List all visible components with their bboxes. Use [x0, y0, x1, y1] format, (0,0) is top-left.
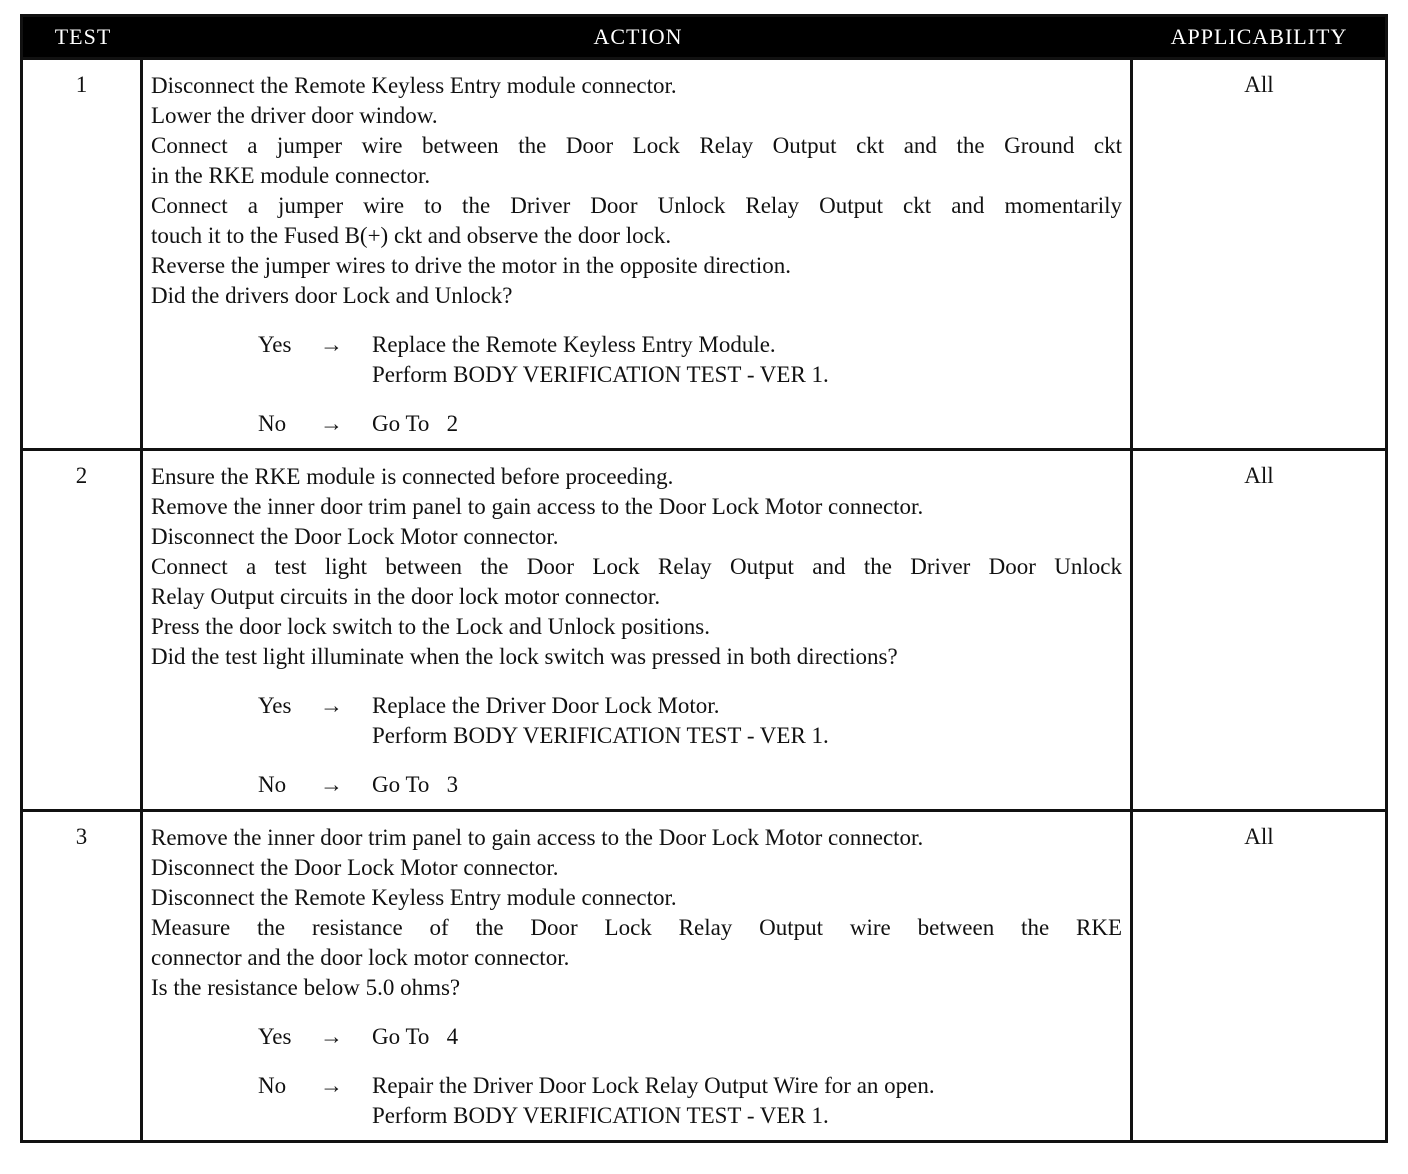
table-row	[23, 809, 1385, 1140]
test-number: 3	[23, 812, 143, 1140]
result-line: Replace the Driver Door Lock Motor.	[372, 693, 720, 718]
table-row	[23, 57, 1385, 448]
arrow-right-icon: →	[320, 411, 343, 436]
action-line: in the RKE module connector.	[151, 163, 431, 188]
outcome-label: No	[258, 1073, 287, 1098]
action-line: Disconnect the Remote Keyless Entry module connector.	[151, 73, 677, 98]
table-header	[23, 17, 1385, 57]
action-cell	[143, 451, 1133, 809]
action-line: Connect a jumper wire between the Door Lock Relay Output ckt and the Ground ckt	[151, 133, 1122, 158]
test-number: 1	[23, 60, 143, 448]
action-line: Remove the inner door trim panel to gain access to the Door Lock Motor connector.	[151, 494, 924, 519]
diagnostic-table	[20, 14, 1388, 1143]
action-line: Relay Output circuits in the door lock motor connector.	[151, 584, 661, 609]
header-applicability: APPLICABILITY	[1170, 24, 1348, 49]
outcome-no	[258, 409, 1122, 439]
action-line: Disconnect the Remote Keyless Entry module connector.	[151, 885, 677, 910]
result-line: Perform BODY VERIFICATION TEST - VER 1.	[372, 362, 829, 387]
table-body	[23, 57, 1385, 1140]
header-action: ACTION	[593, 24, 683, 49]
arrow-right-icon: →	[320, 1073, 343, 1098]
outcome-label: Yes	[258, 1024, 292, 1049]
action-line: Is the resistance below 5.0 ohms?	[151, 975, 461, 1000]
outcome-label: No	[258, 772, 287, 797]
action-line: touch it to the Fused B(+) ckt and observe the door lock.	[151, 223, 672, 248]
applicability-value: All	[1244, 824, 1274, 849]
outcome-result	[372, 1022, 1122, 1052]
action-line: Reverse the jumper wires to drive the motor in the opposite direction.	[151, 253, 792, 278]
action-line: Lower the driver door window.	[151, 103, 438, 128]
action-line: Disconnect the Door Lock Motor connector.	[151, 855, 559, 880]
action-cell	[143, 812, 1133, 1140]
outcome-label: Yes	[258, 693, 292, 718]
result-line: Repair the Driver Door Lock Relay Output Wire for an open.	[372, 1073, 935, 1098]
arrow-right-icon: →	[320, 693, 343, 718]
outcome-label: No	[258, 411, 287, 436]
arrow-right-icon: →	[320, 1024, 343, 1049]
outcome-yes	[258, 1022, 1122, 1052]
outcome-result	[372, 1071, 1122, 1131]
outcome-no	[258, 1071, 1122, 1131]
action-line: Press the door lock switch to the Lock and Unlock positions.	[151, 614, 710, 639]
outcome-result	[372, 770, 1122, 800]
action-line: Did the drivers door Lock and Unlock?	[151, 283, 513, 308]
outcome-result	[372, 409, 1122, 439]
applicability-value: All	[1244, 463, 1274, 488]
arrow-right-icon: →	[320, 772, 343, 797]
result-line: Go To 4	[372, 1024, 459, 1049]
action-line: Connect a jumper wire to the Driver Door Unlock Relay Output ckt and momentarily	[151, 193, 1122, 218]
header-test: TEST	[54, 24, 112, 49]
action-line: Disconnect the Door Lock Motor connector.	[151, 524, 559, 549]
action-line: Did the test light illuminate when the lock switch was pressed in both directions?	[151, 644, 898, 669]
outcome-result	[372, 330, 1122, 390]
table-row	[23, 448, 1385, 809]
action-line: Ensure the RKE module is connected before proceeding.	[151, 464, 674, 489]
outcome-result	[372, 691, 1122, 751]
action-line: Remove the inner door trim panel to gain access to the Door Lock Motor connector.	[151, 825, 924, 850]
result-line: Go To 3	[372, 772, 459, 797]
outcome-no	[258, 770, 1122, 800]
outcome-yes	[258, 330, 1122, 390]
result-line: Go To 2	[372, 411, 459, 436]
action-line: Connect a test light between the Door Lock Relay Output and the Driver Door Unlock	[151, 554, 1122, 579]
arrow-right-icon: →	[320, 332, 343, 357]
action-line: connector and the door lock motor connector.	[151, 945, 570, 970]
action-cell	[143, 60, 1133, 448]
result-line: Perform BODY VERIFICATION TEST - VER 1.	[372, 723, 829, 748]
applicability-value: All	[1244, 72, 1274, 97]
outcome-yes	[258, 691, 1122, 751]
action-line: Measure the resistance of the Door Lock Relay Output wire between the RKE	[151, 915, 1122, 940]
result-line: Perform BODY VERIFICATION TEST - VER 1.	[372, 1103, 829, 1128]
outcome-label: Yes	[258, 332, 292, 357]
result-line: Replace the Remote Keyless Entry Module.	[372, 332, 776, 357]
test-number: 2	[23, 451, 143, 809]
